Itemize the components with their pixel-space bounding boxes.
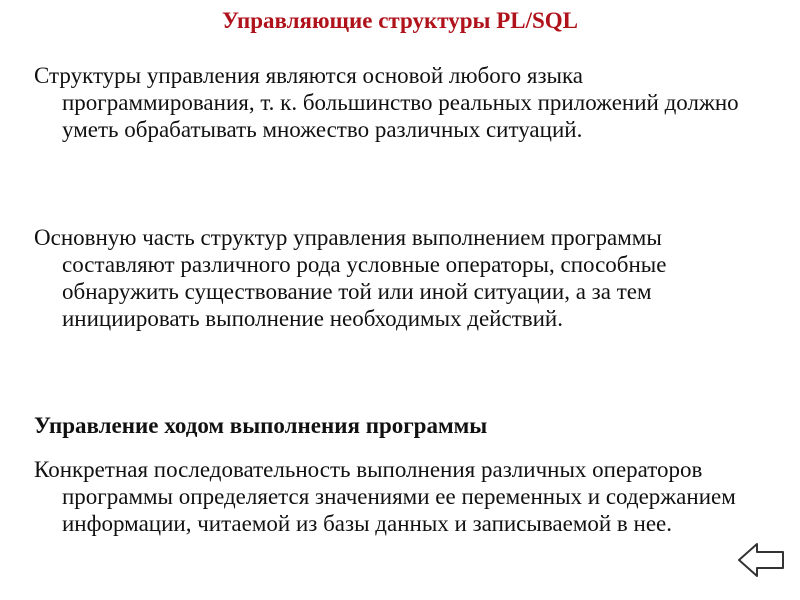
left-arrow-outline-icon (737, 540, 787, 580)
slide-title: Управляющие структуры PL/SQL (221, 8, 579, 33)
paragraph-1: Структуры управления являются основой любого языка программирования, т. к. большинство реальных приложений должно уметь обрабатывать множество различных ситуаций. (34, 63, 739, 142)
section-heading: Управление ходом выполнения программы (34, 413, 488, 438)
back-button[interactable] (737, 540, 787, 580)
paragraph-3: Конкретная последовательность выполнения различных операторов программы определяется значениями ее переменных и содержанием информации, читаемой из базы данных и записываемой в нее. (34, 457, 736, 536)
paragraph-2: Основную часть структур управления выполнением программы составляют различного рода условные операторы, способные обнаружить существование той или иной ситуации, а за тем инициировать выполнение необходимых действий. (34, 225, 667, 331)
